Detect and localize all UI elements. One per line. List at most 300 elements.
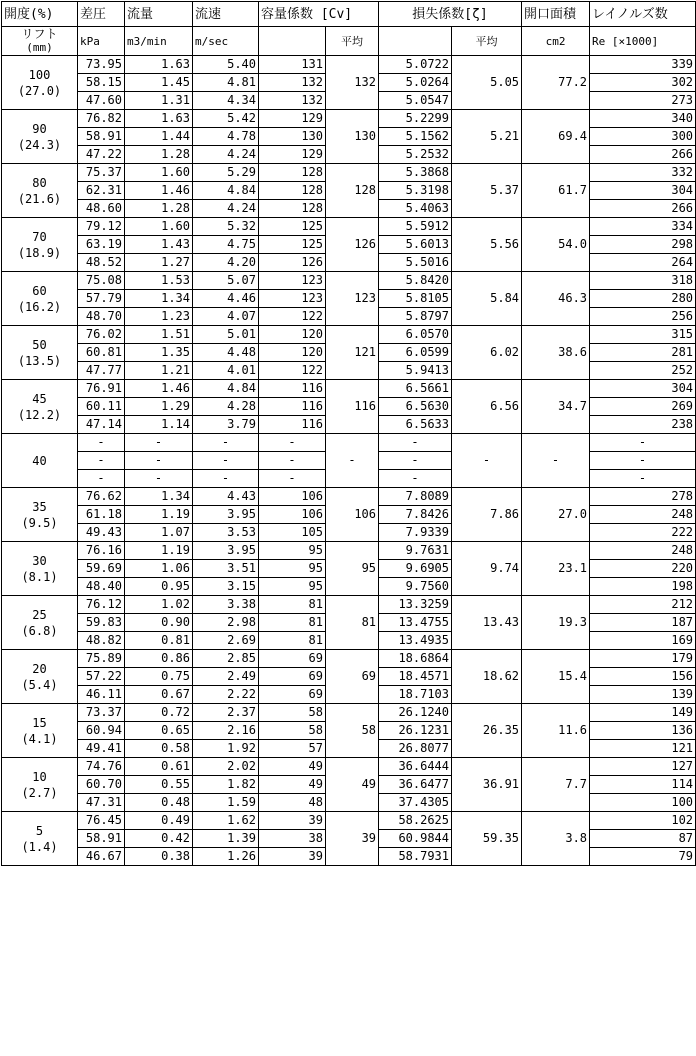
loss-cell: 5.8797 <box>379 308 452 326</box>
flow-cell: 0.75 <box>125 668 193 686</box>
flow-cell: - <box>125 452 193 470</box>
cv-cell: 49 <box>259 776 326 794</box>
cv-cell: 120 <box>259 326 326 344</box>
cv-cell: 81 <box>259 596 326 614</box>
area-cell: 27.0 <box>522 488 590 542</box>
cv-cell: 132 <box>259 74 326 92</box>
re-cell: 256 <box>590 308 696 326</box>
lift-value: (18.9) <box>17 245 62 260</box>
area-cell: - <box>522 434 590 488</box>
table-row <box>2 650 696 668</box>
cv-average-cell: - <box>326 434 379 488</box>
velocity-cell: 4.01 <box>193 362 259 380</box>
cv-average-cell: 128 <box>326 164 379 218</box>
cv-cell: 49 <box>259 758 326 776</box>
cv-cell: - <box>259 452 326 470</box>
flow-cell: 0.65 <box>125 722 193 740</box>
opening-cell <box>2 596 78 650</box>
flow-cell: 0.42 <box>125 830 193 848</box>
loss-cell: 36.6477 <box>379 776 452 794</box>
pressure-cell: 58.15 <box>78 74 125 92</box>
loss-cell: 37.4305 <box>379 794 452 812</box>
velocity-cell: 2.98 <box>193 614 259 632</box>
pressure-cell: 60.11 <box>78 398 125 416</box>
cv-cell: 69 <box>259 668 326 686</box>
flow-cell: 1.34 <box>125 488 193 506</box>
pressure-cell: 47.60 <box>78 92 125 110</box>
pressure-cell: 76.12 <box>78 596 125 614</box>
pressure-cell: 76.16 <box>78 542 125 560</box>
table-row <box>2 542 696 560</box>
flow-cell: 1.06 <box>125 560 193 578</box>
flow-cell: 0.67 <box>125 686 193 704</box>
velocity-cell: 4.43 <box>193 488 259 506</box>
opening-value: 10 <box>32 769 47 784</box>
cv-cell: 123 <box>259 272 326 290</box>
area-cell: 19.3 <box>522 596 590 650</box>
re-cell: 269 <box>590 398 696 416</box>
loss-cell: 5.2299 <box>379 110 452 128</box>
header-lift-unit: (mm) <box>26 41 53 54</box>
lift-value: (24.3) <box>17 137 62 152</box>
cv-average-cell: 116 <box>326 380 379 434</box>
area-cell: 7.7 <box>522 758 590 812</box>
loss-cell: 7.8089 <box>379 488 452 506</box>
loss-average-cell: 5.05 <box>452 56 522 110</box>
re-cell: 238 <box>590 416 696 434</box>
velocity-cell: 4.24 <box>193 200 259 218</box>
loss-average-cell: - <box>452 434 522 488</box>
opening-value: 30 <box>32 553 47 568</box>
velocity-cell: 4.28 <box>193 398 259 416</box>
pressure-cell: 59.69 <box>78 560 125 578</box>
table-row <box>2 218 696 236</box>
lift-value: (2.7) <box>21 785 58 800</box>
flow-cell: 1.19 <box>125 542 193 560</box>
loss-average-cell: 59.35 <box>452 812 522 866</box>
cv-cell: 125 <box>259 236 326 254</box>
cv-cell: 130 <box>259 128 326 146</box>
cv-cell: 132 <box>259 92 326 110</box>
table-row <box>2 326 696 344</box>
flow-cell: 1.21 <box>125 362 193 380</box>
cv-cell: 122 <box>259 362 326 380</box>
table-row <box>2 812 696 830</box>
re-cell: 280 <box>590 290 696 308</box>
unit-area: cm2 <box>522 27 590 56</box>
pressure-cell: 57.22 <box>78 668 125 686</box>
opening-cell <box>2 488 78 542</box>
loss-average-cell: 9.74 <box>452 542 522 596</box>
loss-average-cell: 6.56 <box>452 380 522 434</box>
re-cell: 156 <box>590 668 696 686</box>
cv-cell: 125 <box>259 218 326 236</box>
flow-cell: 1.63 <box>125 110 193 128</box>
lift-value: (9.5) <box>21 515 58 530</box>
header-lift-label: リフト <box>21 27 58 41</box>
velocity-cell: 4.20 <box>193 254 259 272</box>
opening-value: 80 <box>32 175 47 190</box>
pressure-cell: 48.60 <box>78 200 125 218</box>
flow-cell: 1.14 <box>125 416 193 434</box>
lift-value: (21.6) <box>17 191 62 206</box>
loss-average-cell: 13.43 <box>452 596 522 650</box>
re-cell: 278 <box>590 488 696 506</box>
flow-cell: 0.95 <box>125 578 193 596</box>
loss-cell: 58.2625 <box>379 812 452 830</box>
cv-average-cell: 130 <box>326 110 379 164</box>
re-cell: 102 <box>590 812 696 830</box>
velocity-cell: 2.02 <box>193 758 259 776</box>
loss-average-cell: 5.21 <box>452 110 522 164</box>
pressure-cell: 47.22 <box>78 146 125 164</box>
re-cell: 139 <box>590 686 696 704</box>
loss-cell: 6.5633 <box>379 416 452 434</box>
loss-cell: 9.6905 <box>379 560 452 578</box>
re-cell: 248 <box>590 506 696 524</box>
loss-cell: 5.0547 <box>379 92 452 110</box>
loss-cell: 7.8426 <box>379 506 452 524</box>
cv-cell: 105 <box>259 524 326 542</box>
re-cell: - <box>590 470 696 488</box>
re-cell: 304 <box>590 380 696 398</box>
re-cell: 179 <box>590 650 696 668</box>
flow-cell: 0.81 <box>125 632 193 650</box>
velocity-cell: 1.26 <box>193 848 259 866</box>
cv-cell: 126 <box>259 254 326 272</box>
table-row <box>2 272 696 290</box>
pressure-cell: 75.37 <box>78 164 125 182</box>
unit-loss-blank <box>379 27 452 56</box>
flow-cell: 1.60 <box>125 218 193 236</box>
area-cell: 46.3 <box>522 272 590 326</box>
area-cell: 15.4 <box>522 650 590 704</box>
area-cell: 38.6 <box>522 326 590 380</box>
lift-value: (4.1) <box>21 731 58 746</box>
opening-value: 40 <box>32 453 47 468</box>
re-cell: 198 <box>590 578 696 596</box>
pressure-cell: 48.52 <box>78 254 125 272</box>
unit-re: Re [×1000] <box>590 27 696 56</box>
loss-cell: 5.5912 <box>379 218 452 236</box>
pressure-cell: - <box>78 470 125 488</box>
velocity-cell: 4.78 <box>193 128 259 146</box>
loss-average-cell: 6.02 <box>452 326 522 380</box>
cv-cell: 81 <box>259 632 326 650</box>
pressure-cell: 76.02 <box>78 326 125 344</box>
opening-cell <box>2 326 78 380</box>
opening-value: 70 <box>32 229 47 244</box>
loss-cell: 5.0722 <box>379 56 452 74</box>
header-velocity: 流速 <box>193 2 259 27</box>
flow-cell: 0.86 <box>125 650 193 668</box>
velocity-cell: 1.92 <box>193 740 259 758</box>
velocity-cell: 4.46 <box>193 290 259 308</box>
loss-average-cell: 26.35 <box>452 704 522 758</box>
loss-cell: 6.0570 <box>379 326 452 344</box>
header-opening: 開度(%) <box>2 2 78 27</box>
velocity-cell: 4.84 <box>193 182 259 200</box>
valve-characteristics-table <box>1 1 696 866</box>
loss-average-cell: 18.62 <box>452 650 522 704</box>
opening-value: 45 <box>32 391 47 406</box>
flow-cell: 1.51 <box>125 326 193 344</box>
cv-average-cell: 69 <box>326 650 379 704</box>
pressure-cell: 75.89 <box>78 650 125 668</box>
lift-value: (12.2) <box>17 407 62 422</box>
velocity-cell: 5.07 <box>193 272 259 290</box>
velocity-cell: 3.95 <box>193 542 259 560</box>
cv-cell: - <box>259 470 326 488</box>
pressure-cell: 49.43 <box>78 524 125 542</box>
re-cell: 266 <box>590 200 696 218</box>
velocity-cell: - <box>193 434 259 452</box>
flow-cell: 0.55 <box>125 776 193 794</box>
header-row-units <box>2 27 696 56</box>
opening-value: 5 <box>35 823 44 838</box>
re-cell: 281 <box>590 344 696 362</box>
pressure-cell: 46.67 <box>78 848 125 866</box>
flow-cell: 1.46 <box>125 182 193 200</box>
loss-cell: 6.5630 <box>379 398 452 416</box>
velocity-cell: 4.81 <box>193 74 259 92</box>
flow-cell: 0.49 <box>125 812 193 830</box>
cv-cell: 95 <box>259 578 326 596</box>
table-row <box>2 164 696 182</box>
lift-value: (6.8) <box>21 623 58 638</box>
pressure-cell: 73.95 <box>78 56 125 74</box>
re-cell: 121 <box>590 740 696 758</box>
velocity-cell: 1.82 <box>193 776 259 794</box>
re-cell: 334 <box>590 218 696 236</box>
opening-cell <box>2 434 78 488</box>
velocity-cell: 5.01 <box>193 326 259 344</box>
loss-cell: 58.7931 <box>379 848 452 866</box>
header-row-titles <box>2 2 696 27</box>
loss-cell: - <box>379 470 452 488</box>
flow-cell: 1.07 <box>125 524 193 542</box>
opening-value: 60 <box>32 283 47 298</box>
flow-cell: 1.60 <box>125 164 193 182</box>
cv-cell: 58 <box>259 722 326 740</box>
re-cell: 340 <box>590 110 696 128</box>
velocity-cell: 4.34 <box>193 92 259 110</box>
unit-cv-blank <box>259 27 326 56</box>
cv-cell: 128 <box>259 182 326 200</box>
opening-value: 100 <box>28 67 51 82</box>
velocity-cell: 4.48 <box>193 344 259 362</box>
cv-average-cell: 58 <box>326 704 379 758</box>
table-row <box>2 434 696 452</box>
flow-cell: 0.48 <box>125 794 193 812</box>
loss-average-cell: 5.37 <box>452 164 522 218</box>
unit-velocity: m/sec <box>193 27 259 56</box>
pressure-cell: 48.82 <box>78 632 125 650</box>
loss-cell: 5.6013 <box>379 236 452 254</box>
lift-value: (5.4) <box>21 677 58 692</box>
loss-cell: 5.0264 <box>379 74 452 92</box>
re-cell: 87 <box>590 830 696 848</box>
flow-cell: 1.44 <box>125 128 193 146</box>
re-cell: 79 <box>590 848 696 866</box>
loss-cell: 18.4571 <box>379 668 452 686</box>
flow-cell: - <box>125 434 193 452</box>
re-cell: 315 <box>590 326 696 344</box>
pressure-cell: 57.79 <box>78 290 125 308</box>
area-cell: 61.7 <box>522 164 590 218</box>
table-row <box>2 56 696 74</box>
pressure-cell: 62.31 <box>78 182 125 200</box>
cv-cell: 116 <box>259 398 326 416</box>
flow-cell: 0.38 <box>125 848 193 866</box>
pressure-cell: 49.41 <box>78 740 125 758</box>
flow-cell: 1.63 <box>125 56 193 74</box>
loss-cell: - <box>379 452 452 470</box>
pressure-cell: 47.31 <box>78 794 125 812</box>
cv-cell: 81 <box>259 614 326 632</box>
opening-value: 35 <box>32 499 47 514</box>
loss-cell: 7.9339 <box>379 524 452 542</box>
loss-average-cell: 5.56 <box>452 218 522 272</box>
pressure-cell: 60.70 <box>78 776 125 794</box>
area-cell: 3.8 <box>522 812 590 866</box>
header-cv-average: 平均 <box>326 27 379 56</box>
cv-cell: 95 <box>259 560 326 578</box>
re-cell: - <box>590 452 696 470</box>
opening-cell <box>2 542 78 596</box>
re-cell: 220 <box>590 560 696 578</box>
pressure-cell: 76.62 <box>78 488 125 506</box>
velocity-cell: 4.07 <box>193 308 259 326</box>
cv-cell: 48 <box>259 794 326 812</box>
area-cell: 54.0 <box>522 218 590 272</box>
pressure-cell: 60.81 <box>78 344 125 362</box>
cv-cell: 116 <box>259 380 326 398</box>
cv-cell: 123 <box>259 290 326 308</box>
area-cell: 11.6 <box>522 704 590 758</box>
pressure-cell: 73.37 <box>78 704 125 722</box>
velocity-cell: 2.85 <box>193 650 259 668</box>
cv-average-cell: 132 <box>326 56 379 110</box>
area-cell: 77.2 <box>522 56 590 110</box>
flow-cell: 1.27 <box>125 254 193 272</box>
pressure-cell: 76.82 <box>78 110 125 128</box>
cv-cell: 120 <box>259 344 326 362</box>
loss-cell: 5.3868 <box>379 164 452 182</box>
cv-cell: 95 <box>259 542 326 560</box>
pressure-cell: 60.94 <box>78 722 125 740</box>
opening-value: 90 <box>32 121 47 136</box>
loss-cell: 5.8105 <box>379 290 452 308</box>
header-lift <box>2 27 78 56</box>
table-body <box>2 56 696 866</box>
cv-cell: 131 <box>259 56 326 74</box>
pressure-cell: - <box>78 434 125 452</box>
velocity-cell: 2.16 <box>193 722 259 740</box>
opening-value: 25 <box>32 607 47 622</box>
flow-cell: - <box>125 470 193 488</box>
pressure-cell: 79.12 <box>78 218 125 236</box>
re-cell: 266 <box>590 146 696 164</box>
opening-value: 15 <box>32 715 47 730</box>
loss-cell: 5.4063 <box>379 200 452 218</box>
loss-cell: 18.7103 <box>379 686 452 704</box>
opening-cell <box>2 758 78 812</box>
opening-cell <box>2 164 78 218</box>
cv-cell: 129 <box>259 110 326 128</box>
flow-cell: 0.72 <box>125 704 193 722</box>
cv-cell: 69 <box>259 650 326 668</box>
flow-cell: 1.28 <box>125 200 193 218</box>
loss-cell: 18.6864 <box>379 650 452 668</box>
pressure-cell: 47.14 <box>78 416 125 434</box>
re-cell: 302 <box>590 74 696 92</box>
table-row <box>2 758 696 776</box>
pressure-cell: - <box>78 452 125 470</box>
header-re: レイノルズ数 <box>590 2 696 27</box>
velocity-cell: 1.62 <box>193 812 259 830</box>
velocity-cell: 5.32 <box>193 218 259 236</box>
velocity-cell: 2.69 <box>193 632 259 650</box>
flow-cell: 1.34 <box>125 290 193 308</box>
flow-cell: 1.35 <box>125 344 193 362</box>
pressure-cell: 59.83 <box>78 614 125 632</box>
re-cell: 212 <box>590 596 696 614</box>
cv-cell: 69 <box>259 686 326 704</box>
cv-average-cell: 95 <box>326 542 379 596</box>
velocity-cell: 4.84 <box>193 380 259 398</box>
header-flow: 流量 <box>125 2 193 27</box>
flow-cell: 1.29 <box>125 398 193 416</box>
loss-cell: 13.3259 <box>379 596 452 614</box>
unit-pressure: kPa <box>78 27 125 56</box>
velocity-cell: 2.49 <box>193 668 259 686</box>
cv-cell: 128 <box>259 164 326 182</box>
pressure-cell: 63.19 <box>78 236 125 254</box>
velocity-cell: - <box>193 470 259 488</box>
re-cell: 127 <box>590 758 696 776</box>
re-cell: 273 <box>590 92 696 110</box>
flow-cell: 1.43 <box>125 236 193 254</box>
re-cell: 187 <box>590 614 696 632</box>
flow-cell: 0.90 <box>125 614 193 632</box>
opening-cell <box>2 380 78 434</box>
pressure-cell: 74.76 <box>78 758 125 776</box>
velocity-cell: 5.42 <box>193 110 259 128</box>
re-cell: 149 <box>590 704 696 722</box>
flow-cell: 1.28 <box>125 146 193 164</box>
header-loss: 損失係数[ζ] <box>379 2 522 27</box>
opening-cell <box>2 110 78 164</box>
velocity-cell: 5.40 <box>193 56 259 74</box>
pressure-cell: 47.77 <box>78 362 125 380</box>
pressure-cell: 58.91 <box>78 830 125 848</box>
pressure-cell: 48.40 <box>78 578 125 596</box>
re-cell: - <box>590 434 696 452</box>
loss-cell: 36.6444 <box>379 758 452 776</box>
velocity-cell: 3.79 <box>193 416 259 434</box>
loss-cell: 60.9844 <box>379 830 452 848</box>
loss-cell: 5.8420 <box>379 272 452 290</box>
re-cell: 332 <box>590 164 696 182</box>
opening-cell <box>2 56 78 110</box>
velocity-cell: 3.51 <box>193 560 259 578</box>
area-cell: 23.1 <box>522 542 590 596</box>
re-cell: 339 <box>590 56 696 74</box>
table-row <box>2 110 696 128</box>
pressure-cell: 58.91 <box>78 128 125 146</box>
re-cell: 136 <box>590 722 696 740</box>
